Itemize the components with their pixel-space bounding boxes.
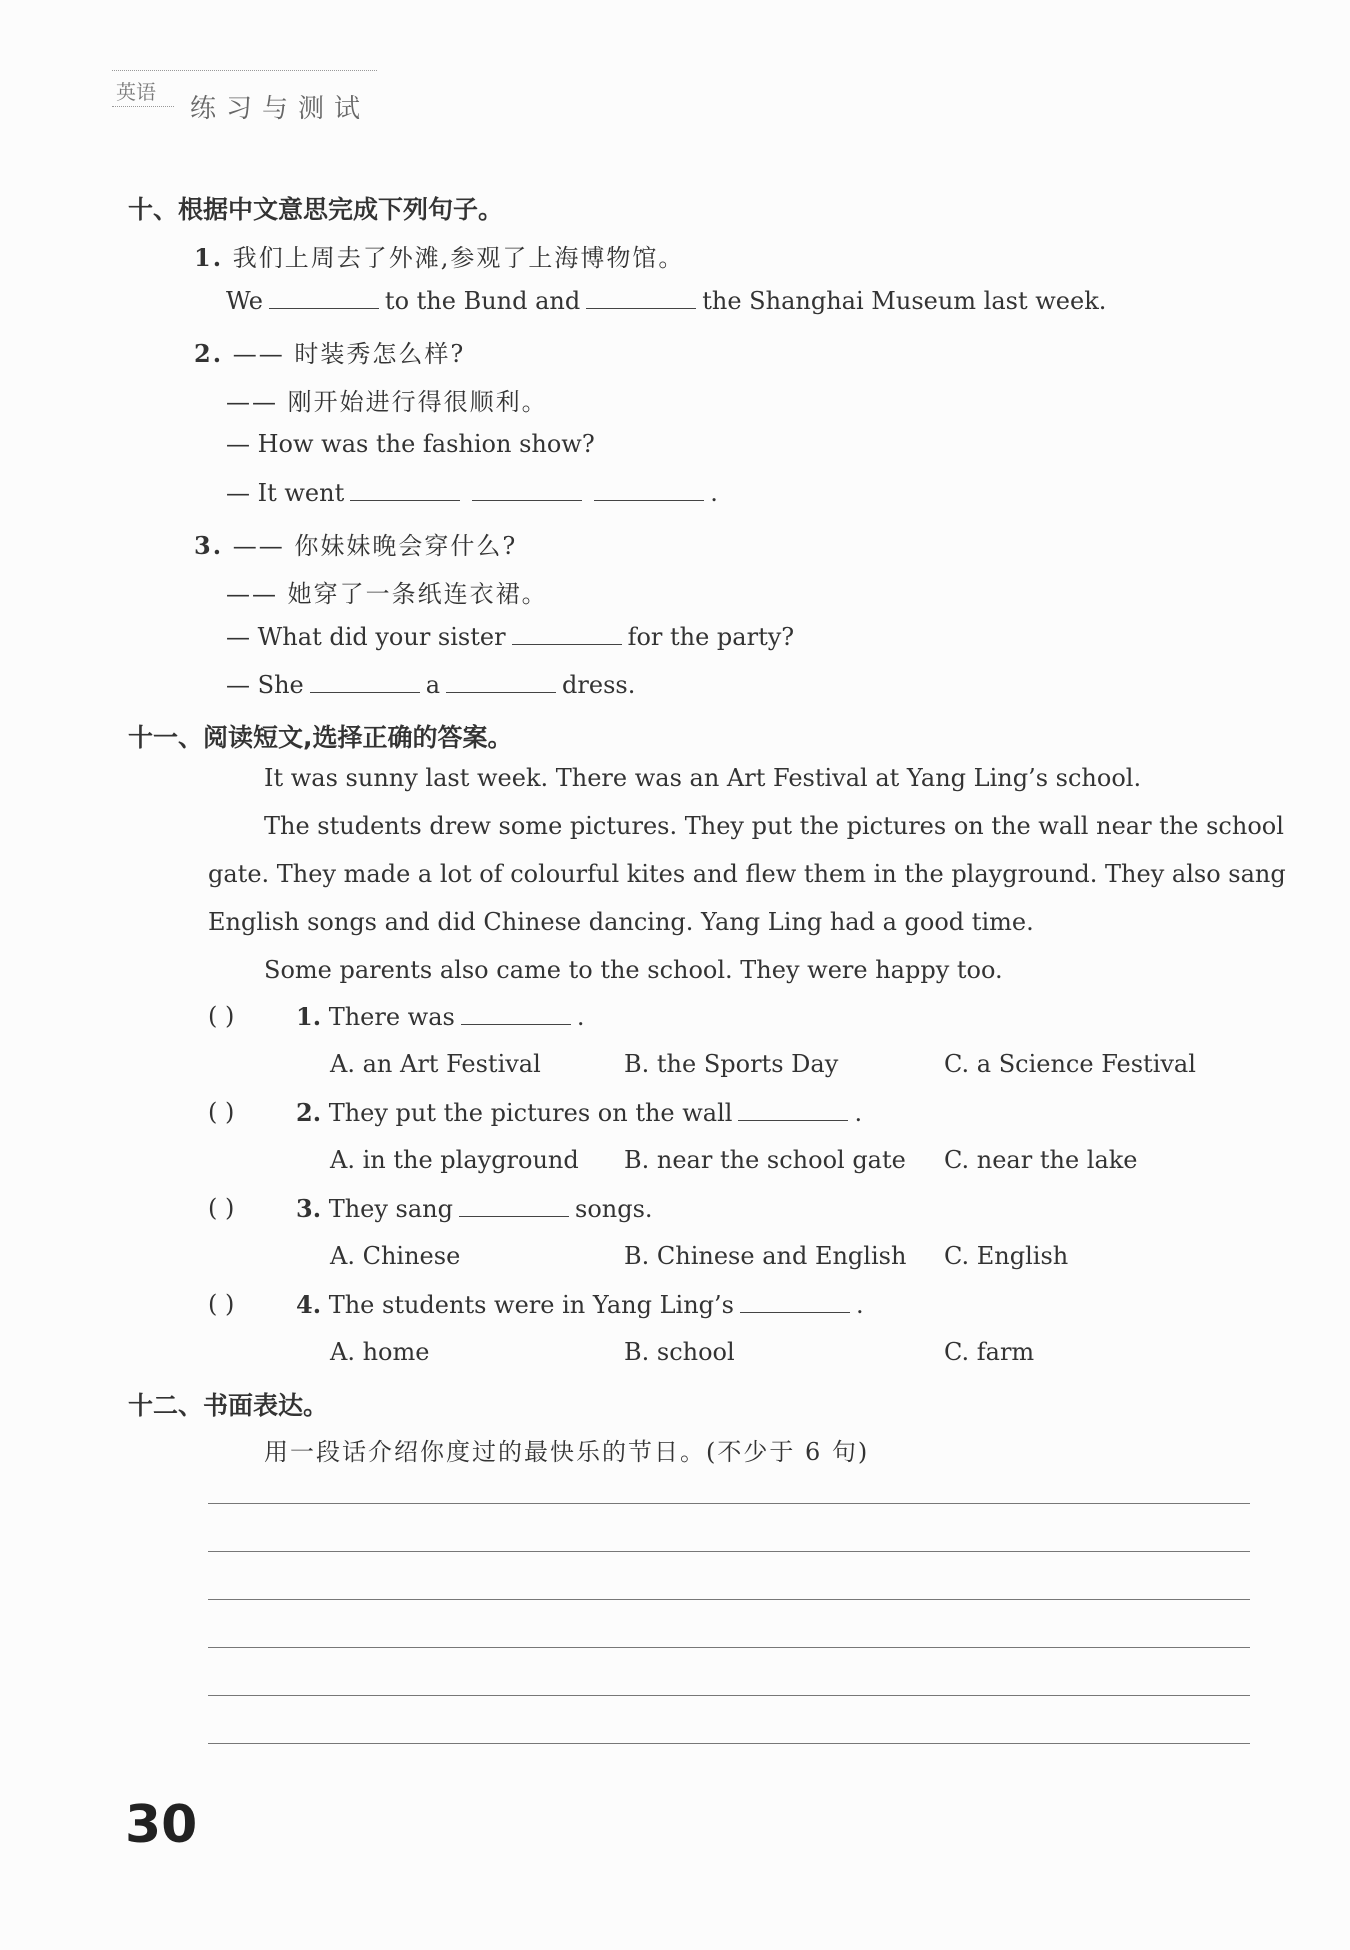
mc-option-a: A. in the playground [330,1146,579,1174]
mc-answer-paren[interactable]: ( ) [208,1002,235,1030]
answer-blank[interactable] [310,670,420,693]
q10-1-text-b: to the Bund and [384,287,581,315]
q10-1-chinese: 我们上周去了外滩,参观了上海博物馆。 [232,244,685,272]
section-11-title: 十一、阅读短文,选择正确的答案。 [128,723,513,752]
writing-line-2[interactable] [208,1551,1250,1552]
q10-3-text-c: — She [226,671,304,699]
mc-question-end: . [576,1003,585,1031]
answer-blank[interactable] [461,1002,571,1025]
q10-1 [194,238,684,273]
reading-paragraph-2-line-2: gate. They made a lot of colourful kites and flew them in the playground. They also sang [208,860,1286,888]
writing-line-3[interactable] [208,1599,1250,1600]
q10-3-text-a: — What did your sister [226,623,506,651]
mc-option-b: B. near the school gate [624,1146,906,1174]
reading-paragraph-2-line-1: The students drew some pictures. They put the pictures on the wall near the school [264,812,1284,840]
q10-2-chinese-2: —— 刚开始进行得很顺利。 [226,388,548,416]
q10-3-english-1 [226,622,794,651]
mc-option-c: C. English [944,1242,1069,1270]
q10-1-text-a: We [226,287,263,315]
writing-prompt: 用一段话介绍你度过的最快乐的节日。(不少于 6 句) [264,1438,870,1466]
header-rule [112,70,377,71]
answer-blank[interactable] [586,286,696,309]
mc-answer-paren[interactable]: ( ) [208,1194,235,1222]
header-subject-rule [112,106,174,107]
header-subject: 英语 [116,80,156,104]
q10-3-english-2 [226,670,635,699]
reading-paragraph-2-line-3: English songs and did Chinese dancing. Yang Ling had a good time. [208,908,1034,936]
mc-option-c: C. near the lake [944,1146,1138,1174]
writing-line-4[interactable] [208,1647,1250,1648]
mc-question-end: songs. [575,1195,653,1223]
answer-blank[interactable] [446,670,556,693]
writing-line-6[interactable] [208,1743,1250,1744]
mc-question-number: 3. [296,1194,322,1223]
q10-2-english-2 [226,478,718,507]
mc-question-end: . [854,1099,863,1127]
q10-1-english [226,286,1106,315]
mc-question-4 [296,1290,864,1319]
mc-question-1 [296,1002,584,1031]
mc-question-3 [296,1194,653,1223]
mc-question-stem: They put the pictures on the wall [328,1099,733,1127]
q10-3 [194,526,517,561]
writing-line-1[interactable] [208,1503,1250,1504]
mc-question-number: 2. [296,1098,322,1127]
answer-blank[interactable] [472,478,582,501]
mc-question-2 [296,1098,862,1127]
answer-blank[interactable] [594,478,704,501]
mc-answer-paren[interactable]: ( ) [208,1290,235,1318]
q10-2-chinese-1: —— 时装秀怎么样? [232,340,466,368]
header-title: 练习与测试 [190,94,371,124]
mc-answer-paren[interactable]: ( ) [208,1098,235,1126]
q10-2-text: — It went [226,479,345,507]
q10-1-number: 1. [194,243,224,272]
mc-option-c: C. a Science Festival [944,1050,1196,1078]
q10-2-period: . [710,479,718,507]
q10-1-text-c: the Shanghai Museum last week. [702,287,1107,315]
answer-blank[interactable] [459,1194,569,1217]
reading-paragraph-1: It was sunny last week. There was an Art Festival at Yang Ling’s school. [264,764,1142,792]
mc-question-stem: There was [328,1003,455,1031]
answer-blank[interactable] [738,1098,848,1121]
mc-option-b: B. Chinese and English [624,1242,907,1270]
mc-question-end: . [855,1291,864,1319]
mc-option-a: A. an Art Festival [330,1050,541,1078]
writing-line-5[interactable] [208,1695,1250,1696]
q10-2-english-1: — How was the fashion show? [226,430,595,458]
mc-question-number: 4. [296,1290,322,1319]
answer-blank[interactable] [512,622,622,645]
q10-3-chinese-1: —— 你妹妹晚会穿什么? [232,532,518,560]
answer-blank[interactable] [740,1290,850,1313]
q10-3-text-e: dress. [562,671,636,699]
mc-question-stem: The students were in Yang Ling’s [328,1291,734,1319]
mc-option-b: B. school [624,1338,735,1366]
answer-blank[interactable] [350,478,460,501]
q10-2-number: 2. [194,339,224,368]
q10-3-chinese-2: —— 她穿了一条纸连衣裙。 [226,580,548,608]
mc-option-a: A. home [330,1338,430,1366]
q10-3-number: 3. [194,531,224,560]
q10-3-text-b: for the party? [627,623,795,651]
mc-question-number: 1. [296,1002,322,1031]
answer-blank[interactable] [269,286,379,309]
reading-paragraph-3: Some parents also came to the school. They were happy too. [264,956,1003,984]
mc-option-c: C. farm [944,1338,1035,1366]
section-12-title: 十二、书面表达。 [128,1391,329,1420]
page-number: 30 [125,1795,198,1855]
q10-2 [194,334,465,369]
mc-option-b: B. the Sports Day [624,1050,839,1078]
q10-3-text-d: a [425,671,441,699]
mc-question-stem: They sang [328,1195,454,1223]
section-10-title: 十、根据中文意思完成下列句子。 [128,195,504,224]
mc-option-a: A. Chinese [330,1242,461,1270]
